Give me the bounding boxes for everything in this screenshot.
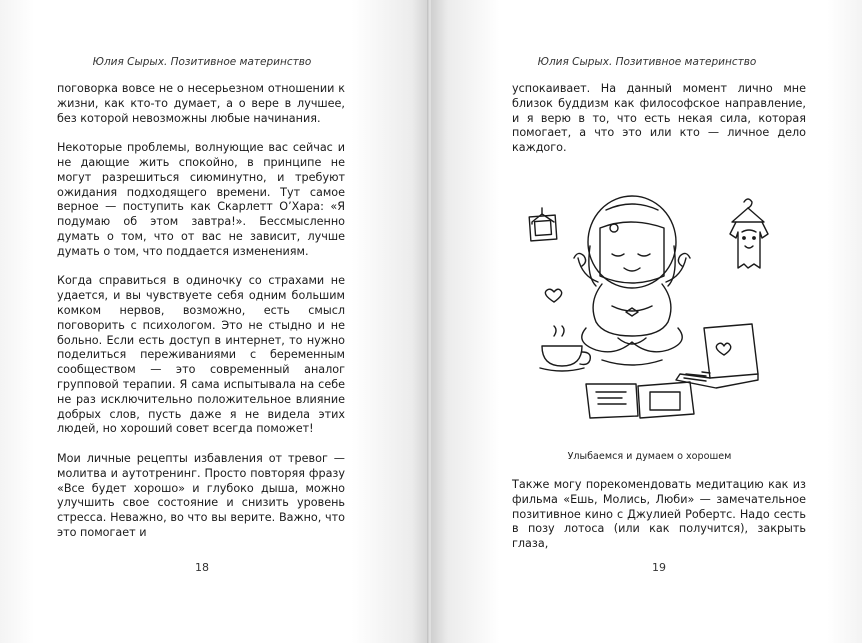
left-page xyxy=(0,0,429,643)
paragraph: Также могу порекомендовать медитацию как из фильма «Ешь, Молись, Люби» — замечательное позитивное кино с Джулией Робертс. Надо сесть в позу лотоса (или как получится), закрыть глаза, xyxy=(512,478,806,551)
picture-frame-icon xyxy=(529,208,557,241)
right-body-text-top xyxy=(512,82,806,156)
page-number: 19 xyxy=(652,561,666,574)
left-body-text xyxy=(57,82,345,541)
right-page xyxy=(431,0,862,643)
illustration-caption: Улыбаемся и думаем о хорошем xyxy=(567,451,732,462)
meditating-woman-illustration-icon xyxy=(526,188,772,424)
paragraph: Мои личные рецепты избавления от тревог — молитва и аутотренинг. Просто повторяя фразу «Все будет хорошо» и глубоко дыша, можно улучшить свое состояние и снизить уровень стресса. Неважно, во что вы верите. Важно, что это помогает и xyxy=(57,451,345,539)
paragraph: успокаивает. На данный момент лично мне близок буддизм как философское направление, и я верю в то, что есть некая сила, которая помогает, а что это или кто — личное дело каждого. xyxy=(512,82,806,155)
heart-icon xyxy=(545,289,561,302)
paragraph: поговорка вовсе не о несерьезном отношении к жизни, как кто-то думает, а о вере в лучшее, без которой невозможны любые начинания. xyxy=(57,82,345,125)
page-number: 18 xyxy=(195,561,209,574)
running-title: Юлия Сырых. Позитивное материнство xyxy=(92,56,312,68)
paragraph: Некоторые проблемы, волнующие вас сейчас и не дающие жить спокойно, в принципе не могут разрешиться сиюминутно, и требуют ожидания подходящего времени. Тут самое верное — поступить как Скарлетт О’Хара: «Я подумаю об этом завтра!». Бессмысленно думать о том, что от вас не зависит, лучше думать о том, что поддается изменениям. xyxy=(57,141,345,258)
running-title: Юлия Сырых. Позитивное материнство xyxy=(537,56,757,68)
open-book-icon xyxy=(586,382,694,418)
paragraph: Когда справиться в одиночку со страхами не удается, и вы чувствуете себя одним большим комком нервов, возможно, есть смысл поговорить с психологом. Это не стыдно и не больно. Если есть доступ в интернет, то нужно поделиться переживаниями с беременным сообществом — это современный аналог групповой терапии. Я сама испытывала на себе не раз исключительно положительное влияние добрых слов, пусть даже я не видела этих людей, но хороший совет всегда поможет! xyxy=(57,274,345,436)
laptop-icon xyxy=(676,324,758,388)
baby-onesie-icon xyxy=(730,199,768,268)
right-body-text-bottom xyxy=(512,478,806,552)
woman-figure-icon xyxy=(574,196,690,365)
